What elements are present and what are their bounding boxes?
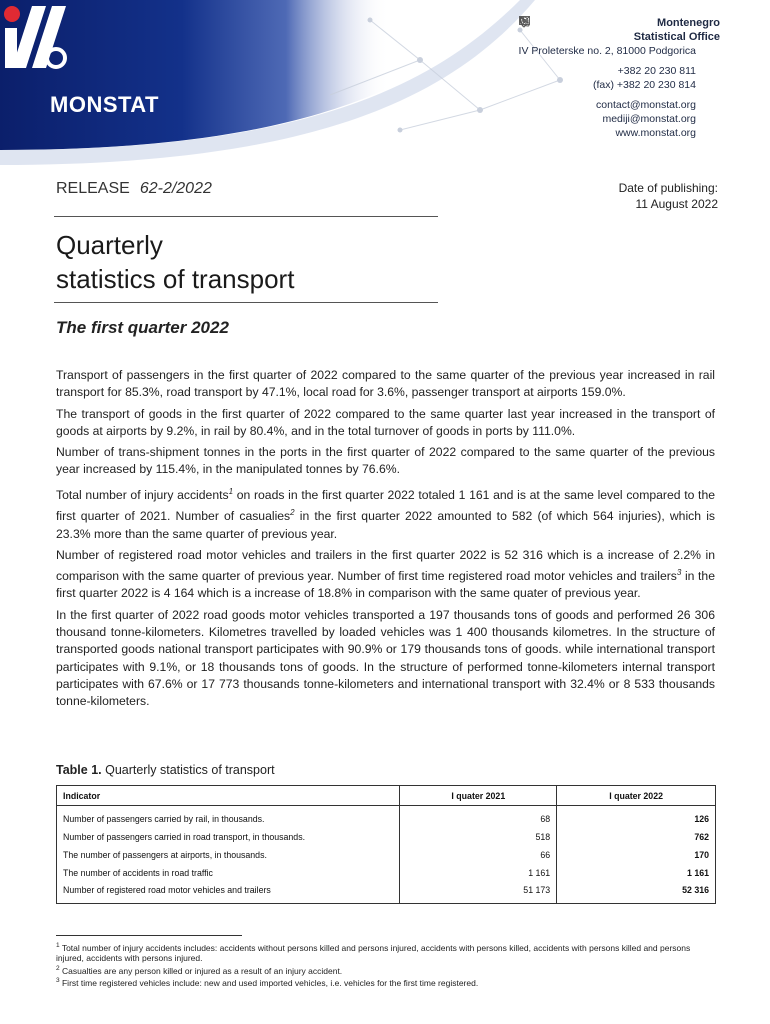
website-link[interactable]: www.monstat.org xyxy=(615,127,696,139)
table-row: The number of accidents in road traffic 1 161 1 161 xyxy=(57,864,716,882)
phone-text: +382 20 230 811 xyxy=(617,65,696,77)
monstat-logo xyxy=(0,0,120,95)
table-row: Number of registered road motor vehicles and trailers 51 173 52 316 xyxy=(57,882,716,904)
column-header-2021: I quater 2021 xyxy=(400,786,557,806)
page-title xyxy=(56,228,294,296)
org-name-line1: Montenegro xyxy=(657,17,720,29)
org-name-line2: Statistical Office xyxy=(633,31,720,43)
footnote-3: $^3$ First time registered vehicles include: new and used imported vehicles, i.e. vehicles for the first time registered. xyxy=(56,977,479,988)
email-media[interactable]: mediji@monstat.org xyxy=(602,113,696,125)
cursor-icon xyxy=(706,126,720,140)
phone-row xyxy=(519,64,720,78)
title-line1: Quarterly xyxy=(56,230,163,260)
brand-name: MONSTAT xyxy=(50,92,159,117)
fax-text: (fax) +382 20 230 814 xyxy=(592,79,696,91)
website-row xyxy=(519,126,720,140)
publication-date-value: 11 August 2022 xyxy=(635,197,718,211)
footnote-1: $^1$ Total number of injury accidents includes: accidents without persons killed and persons injured, accidents with persons killed, accidents with persons killed and persons injured, accidents with persons injured. xyxy=(56,942,691,964)
paragraph-ports: Number of trans-shipment tonnes in the ports in the first quarter of 2022 compared to the same quarter of the previous year increased by 115.4%, in the manipulated tonnes by 76.6%. xyxy=(56,445,715,477)
release-label xyxy=(56,180,212,198)
publication-date xyxy=(619,180,718,212)
footnote-divider xyxy=(56,935,242,936)
phone-icon xyxy=(706,64,720,78)
footnote-2: $^2$ Casualties are any person killed or injured as a result of an injury accident. xyxy=(56,964,343,976)
table-caption: Table 1. Quarterly statistics of transport xyxy=(56,763,275,777)
email-row xyxy=(519,98,720,112)
page-subtitle: The first quarter 2022 xyxy=(56,318,229,337)
fax-row xyxy=(519,78,720,92)
address-text: IV Proleterske no. 2, 81000 Podgorica xyxy=(518,45,696,57)
footnotes xyxy=(56,941,716,988)
table-row: Number of passengers carried by rail, in thousands. 68 126 xyxy=(57,806,716,828)
column-header-2022: I quater 2022 xyxy=(557,786,716,806)
paragraph-vehicles: Number of registered road motor vehicles and trailers in the first quarter 2022 is 52 316 which is a increase of 2.2% in comparison with the same quarter of previous year. Number of first time registered road motor vehicles and trailers$^3$ in the first quarter 2022 is 4 164 which is a increase of 18.8% in comparison with the same quater of previous year. xyxy=(56,547,715,601)
contact-block xyxy=(519,16,720,140)
footnote-ref-1: 1 xyxy=(228,486,234,496)
footnote-ref-2: 2 xyxy=(290,508,295,518)
header-banner xyxy=(0,0,770,175)
paragraph-road-goods: In the first quarter of 2022 road goods motor vehicles transported a 197 thousands tons of goods and performed 26 306 thousand tonne-kilometers. Kilometres travelled by loaded vehicles was 1 400 thousands kilometres. In the structure of transported goods national transport participates with 90.9% or 179 thousands tons of goods. while international transport participates with 9.1%, or 18 thousands tons of goods. In the structure of performed tonne-kilometers internal transport participates with 67.6% or 17 773 thousands tonne-kilometers and international transport with 32.4% or 8 533 thousands tonne-kilometers. xyxy=(56,607,715,709)
envelope-icon xyxy=(706,98,720,112)
location-pin-icon xyxy=(706,44,720,58)
column-header-indicator: Indicator xyxy=(57,786,400,806)
paragraph-passengers: Transport of passengers in the first quarter of 2022 compared to the same quarter of the previous year increased in rail transport for 85.3%, road transport by 47.1%, local road for 3.6%, passenger transport at airports 159.0%. xyxy=(56,368,715,400)
transport-table xyxy=(56,785,716,904)
address-row xyxy=(519,44,720,58)
paragraph-accidents: Total number of injury accidents$^1$ on roads in the first quarter 2022 totaled 1 161 and is at the same level compared to the first quarter of 2021. Number of casualies$^2$ in the first quarter 2022 amounted to 582 (of which 564 injuries), which is 23.3% more than the same quarter of previous year. xyxy=(56,486,715,541)
table-row: Number of passengers carried in road transport, in thousands. 518 762 xyxy=(57,828,716,846)
paragraph-goods: The transport of goods in the first quarter of 2022 compared to the same quarter last year increased in the transport of goods at airports by 9.2%, in rail by 80.4%, and in the total turnover of goods in ports by 111.0%. xyxy=(56,406,715,438)
divider-top xyxy=(54,216,438,217)
release-word: RELEASE xyxy=(56,180,130,197)
email-contact[interactable]: contact@monstat.org xyxy=(596,99,696,111)
publication-date-label: Date of publishing: xyxy=(618,181,718,195)
table-row: The number of passengers at airports, in thousands. 66 170 xyxy=(57,846,716,864)
email2-row xyxy=(519,112,720,126)
title-line2: statistics of transport xyxy=(56,264,295,294)
body-text xyxy=(56,367,715,715)
release-number: 62-2/2022 xyxy=(139,180,212,197)
footnote-ref-3: 3 xyxy=(676,568,682,578)
divider-title xyxy=(54,302,438,303)
table-header-row xyxy=(57,786,716,806)
